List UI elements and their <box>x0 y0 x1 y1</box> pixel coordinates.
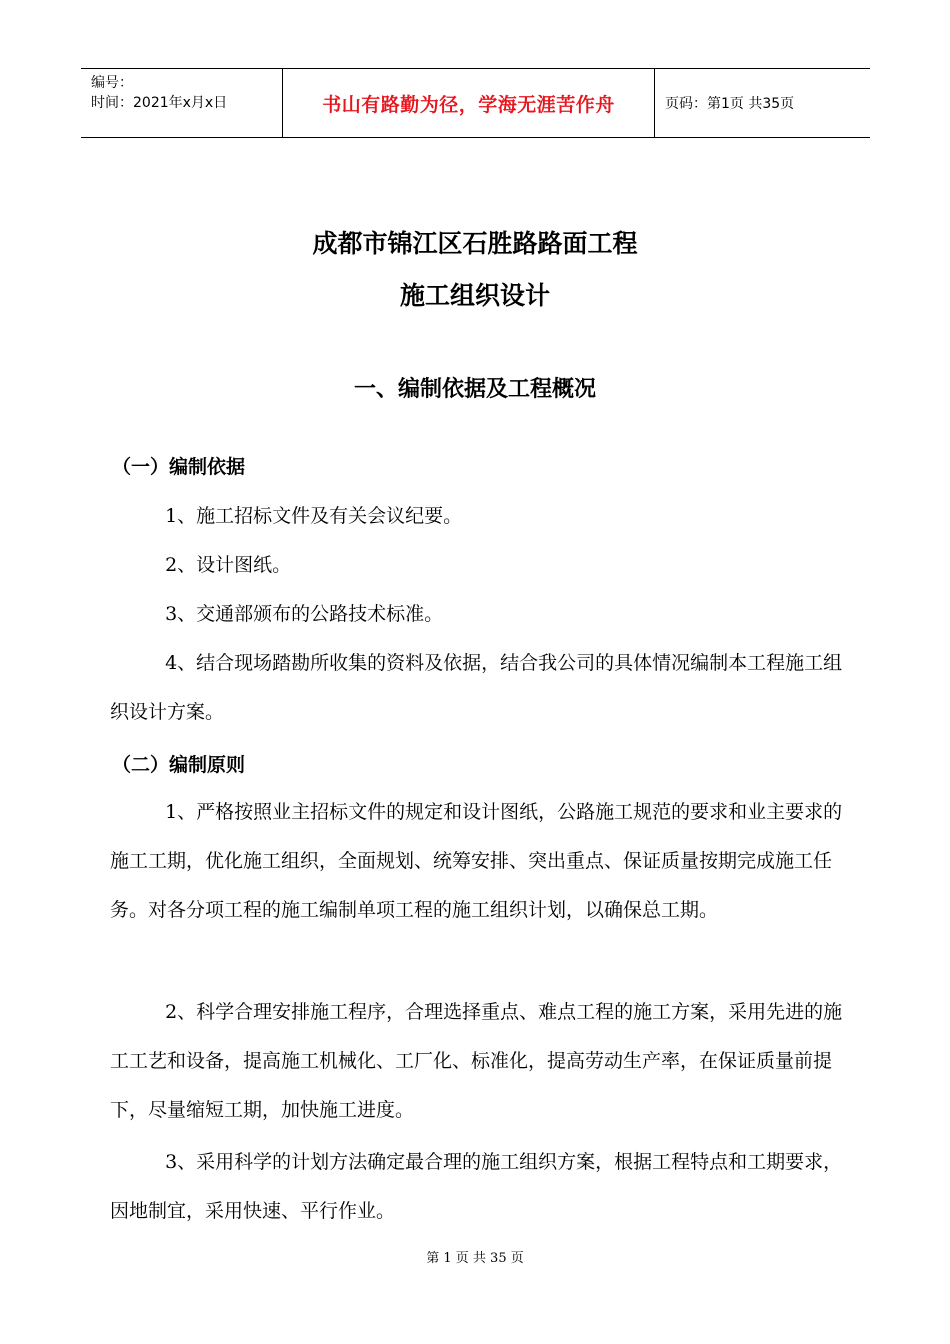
document-title: 成都市锦江区石胜路路面工程 <box>312 229 638 258</box>
subsection-heading-principles: （二）编制原则 <box>112 754 246 776</box>
header-motto-cell <box>282 69 655 137</box>
basis-item: 2、设计图纸。 <box>165 554 292 576</box>
basis-item: 3、交通部颁布的公路技术标准。 <box>165 603 444 625</box>
subsection-heading-basis: （一）编制依据 <box>112 456 246 478</box>
document-number-label: 编号： <box>91 75 133 91</box>
header-table <box>81 68 870 138</box>
header-page-info: 页码：第1页 共35页 <box>665 96 795 112</box>
document-subtitle: 施工组织设计 <box>399 281 550 310</box>
document-date: 时间：2021年x月x日 <box>91 95 228 111</box>
principle-item: 3、采用科学的计划方法确定最合理的施工组织方案，根据工程特点和工期要求，因地制宜，采用快速、平行作业。 <box>110 1151 843 1222</box>
section-heading: 一、编制依据及工程概况 <box>353 377 596 402</box>
basis-item: 1、施工招标文件及有关会议纪要。 <box>165 505 463 527</box>
principle-item: 2、科学合理安排施工程序，合理选择重点、难点工程的施工方案，采用先进的施工工艺和设备，提高施工机械化、工厂化、标准化，提高劳动生产率，在保证质量前提下，尽量缩短工期，加快施工进度。 <box>110 1001 843 1121</box>
principle-item: 1、严格按照业主招标文件的规定和设计图纸，公路施工规范的要求和业主要求的施工工期，优化施工组织，全面规划、统筹安排、突出重点、保证质量按期完成施工任务。对各分项工程的施工编制单项工程的施工组织计划，以确保总工期。 <box>110 801 843 921</box>
header-meta <box>81 69 282 137</box>
header-motto: 书山有路勤为径，学海无涯苦作舟 <box>322 93 615 116</box>
basis-item: 4、结合现场踏勘所收集的资料及依据，结合我公司的具体情况编制本工程施工组织设计方案。 <box>110 652 843 723</box>
page-footer: 第 1 页 共 35 页 <box>426 1251 524 1266</box>
